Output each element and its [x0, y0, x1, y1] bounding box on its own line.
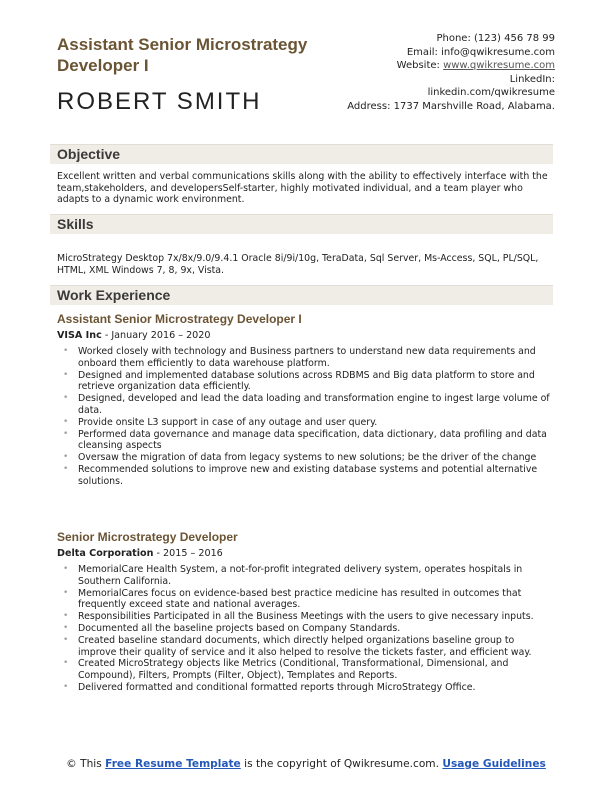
objective-text: Excellent written and verbal communications skills along with the ability to effectively interface with the team,stakeholders, and developersSelf-starter, highly motivated individual, and a team player who adapts to a dynamic work environment.: [57, 171, 548, 206]
job-title-1: Assistant Senior Microstrategy Developer I: [57, 312, 302, 326]
job-title: Assistant Senior Microstrategy Developer I: [57, 35, 308, 75]
dates-1: - January 2016 – 2020: [104, 330, 211, 341]
objective-section-header: [50, 144, 553, 164]
contact-website: Website: www.qwikresume.com: [396, 60, 555, 72]
skills-heading: Skills: [57, 216, 94, 232]
dates-2: - 2015 – 2016: [156, 548, 223, 559]
usage-guidelines-link[interactable]: Usage Guidelines: [442, 758, 546, 770]
skills-text: MicroStrategy Desktop 7x/8x/9.0/9.4.1 Oracle 8i/9i/10g, TeraData, Sql Server, Ms-Access, SQL, PL/SQL, HTML, XML Windows 7, 8, 9x, Vista.: [57, 253, 539, 276]
candidate-name: ROBERT SMITH: [57, 88, 262, 115]
company-1: VISA Inc: [57, 330, 102, 341]
work-heading: Work Experience: [57, 287, 171, 303]
job-title-2: Senior Microstrategy Developer: [57, 530, 238, 544]
footer-middle: is the copyright of Qwikresume.com.: [244, 758, 439, 770]
contact-phone: Phone: (123) 456 78 99: [436, 33, 555, 44]
list-item: • Oversaw the migration of data from legacy systems to new solutions; be the driver of the change: [57, 452, 555, 464]
list-item: • Created baseline standard documents, which directly helped organizations baseline group to improve their quality of service and it also helped to resolve the tickets faster, and efficient way.: [57, 635, 555, 659]
list-item: • Designed, developed and lead the data loading and transformation engine to ingest large volume of data.: [57, 393, 555, 417]
list-item: • MemorialCare Health System, a not-for-profit integrated delivery system, operates hospitals in Southern California.: [57, 564, 555, 588]
list-item: • Recommended solutions to improve new and existing database systems and potential alternative solutions.: [57, 464, 555, 488]
list-item: • Performed data governance and manage data specification, data dictionary, data profiling and data cleansing aspects: [57, 429, 555, 453]
list-item: • MemorialCares focus on evidence-based best practice medicine has resulted in outcomes that frequently exceed state and national averages.: [57, 588, 555, 612]
contact-email: Email: info@qwikresume.com: [406, 46, 555, 58]
list-item: • Designed and implemented database solutions across RDBMS and Big data platform to store and retrieve organization data efficiently.: [57, 370, 555, 394]
job-1-bullets: [57, 346, 555, 488]
objective-heading: Objective: [57, 146, 121, 162]
company-2: Delta Corporation: [57, 548, 154, 559]
copyright-footer: [50, 757, 562, 771]
list-item: • Responsibilities Participated in all the Business Meetings with the users to give necessary inputs.: [57, 611, 555, 623]
list-item: • Delivered formatted and conditional formatted reports through MicroStrategy Office.: [57, 682, 555, 694]
contact-linkedin-label: LinkedIn:: [509, 73, 555, 85]
list-item: • Created MicroStrategy objects like Metrics (Conditional, Transformational, Dimensional, and Compound), Filters, Prompts (Filter, Object), Templates and Reports.: [57, 658, 555, 682]
work-section-header: [50, 285, 553, 305]
employer-2: [57, 548, 223, 559]
employer-1: [57, 330, 211, 341]
list-item: • Worked closely with technology and Business partners to understand new data requirements and onboard them efficiently to data warehouse platform.: [57, 346, 555, 370]
resume-header: [57, 30, 555, 130]
footer-prefix: © This: [66, 758, 102, 770]
list-item: • Provide onsite L3 support in case of any outage and user query.: [57, 417, 555, 429]
job-2-bullets: [57, 564, 555, 694]
contact-block: [315, 32, 555, 114]
contact-address: Address: 1737 Marshville Road, Alabama.: [347, 100, 555, 112]
website-link[interactable]: www.qwikresume.com: [443, 60, 555, 72]
contact-linkedin: linkedin.com/qwikresume: [427, 87, 555, 99]
list-item: • Documented all the baseline projects based on Company Standards.: [57, 623, 555, 635]
skills-section-header: [50, 214, 553, 234]
free-resume-template-link[interactable]: Free Resume Template: [105, 758, 241, 770]
